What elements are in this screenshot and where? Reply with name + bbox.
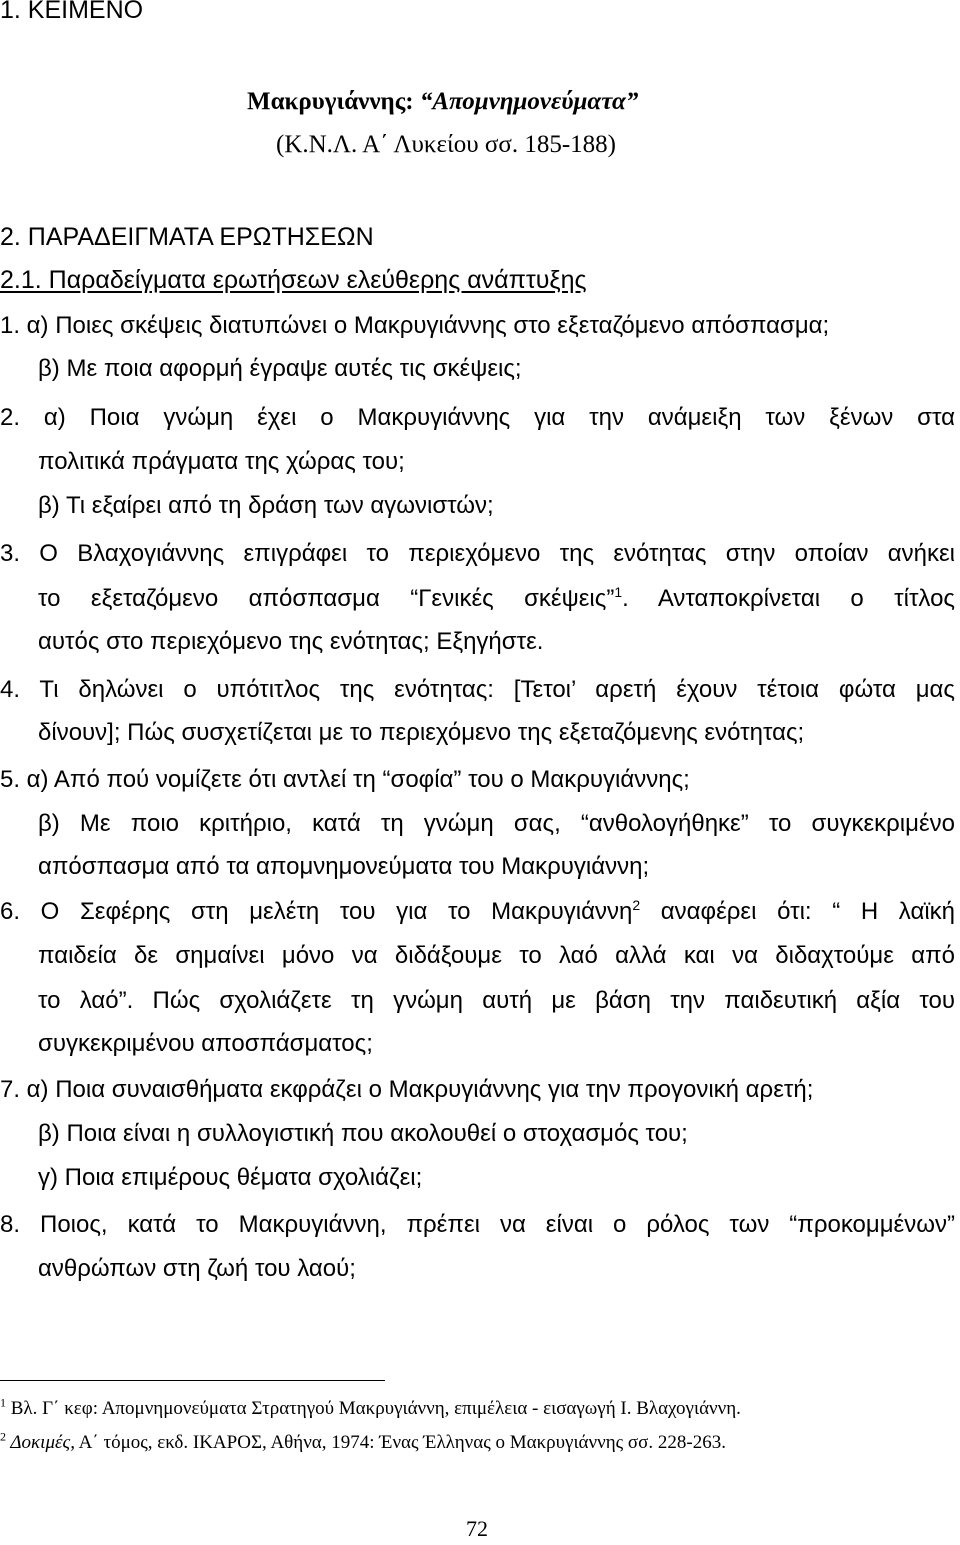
question-3-line-2 xyxy=(38,585,955,613)
footnote-2-text: Α΄ τόμος, εκδ. ΙΚΑΡΟΣ, Αθήνα, 1974: Ένας Έλληνας ο Μακρυγιάννης σσ. 228-263. xyxy=(74,1432,726,1453)
title-author: Μακρυγιάννης: xyxy=(247,88,420,115)
question-3-line-1: 3. Ο Βλαχογιάννης επιγράφει το περιεχόμενο της ενότητας στην οποίαν ανήκει xyxy=(0,540,955,567)
footnote-1-text: Βλ. Γ΄ κεφ: Απομνημονεύματα Στρατηγού Μακρυγιάννη, επιμέλεια - εισαγωγή Ι. Βλαχογιάννη. xyxy=(6,1398,741,1419)
question-6-line-4: συγκεκριμένου αποσπάσματος; xyxy=(38,1030,373,1057)
question-1-a: 1. α) Ποιες σκέψεις διατυπώνει ο Μακρυγιάννης στο εξεταζόμενο απόσπασμα; xyxy=(0,312,830,339)
questions-heading: 2. ΠΑΡΑΔΕΙΓΜΑΤΑ ΕΡΩΤΗΣΕΩΝ xyxy=(0,223,374,251)
q3-text-a: το εξεταζόμενο απόσπασμα “Γενικές σκέψεις” xyxy=(38,585,615,612)
question-5-a: 5. α) Από πού νομίζετε ότι αντλεί τη “σοφία” του ο Μακρυγιάννης; xyxy=(0,766,690,793)
question-6-line-1 xyxy=(0,898,955,926)
question-4-line-2: δίνουν]; Πώς συσχετίζεται με το περιεχόμενο της εξεταζόμενης ενότητας; xyxy=(38,719,805,746)
question-2-b: β) Τι εξαίρει από τη δράση των αγωνιστών; xyxy=(38,492,494,519)
question-3-line-3: αυτός στο περιεχόμενο της ενότητας; Εξηγήστε. xyxy=(38,628,544,655)
footnote-divider xyxy=(0,1380,385,1381)
question-2-line-1: 2. α) Ποια γνώμη έχει ο Μακρυγιάννης για την ανάμειξη των ξένων στα xyxy=(0,404,955,431)
question-8-line-2: ανθρώπων στη ζωή του λαού; xyxy=(38,1255,356,1282)
question-1-b: β) Με ποια αφορμή έγραψε αυτές τις σκέψεις; xyxy=(38,355,522,382)
question-7-c: γ) Ποια επιμέρους θέματα σχολιάζει; xyxy=(38,1164,423,1191)
title-source: (Κ.Ν.Λ. Α΄ Λυκείου σσ. 185-188) xyxy=(276,131,616,158)
footnote-2-italic: Δοκιμές, xyxy=(6,1432,75,1453)
questions-subheading: 2.1. Παραδείγματα ερωτήσεων ελεύθερης ανάπτυξης xyxy=(0,266,587,294)
document-title xyxy=(247,88,638,116)
question-6-line-2: παιδεία δε σημαίνει μόνο να διδάξουμε το λαό αλλά και να διδαχτούμε από xyxy=(38,942,955,969)
footnote-1 xyxy=(0,1395,741,1420)
title-work: “Απομνημονεύματα” xyxy=(419,88,639,115)
q3-text-b: . Ανταποκρίνεται ο τίτλος xyxy=(622,585,955,612)
footnote-2 xyxy=(0,1429,726,1454)
footnote-ref-2: 2 xyxy=(632,897,641,913)
page-number: 72 xyxy=(466,1516,488,1541)
question-8-line-1: 8. Ποιος, κατά το Μακρυγιάννη, πρέπει να είναι ο ρόλος των “προκομμένων” xyxy=(0,1211,955,1238)
q6-text-a: 6. Ο Σεφέρης στη μελέτη του για το Μακρυγιάννη xyxy=(0,898,633,925)
question-5-c: απόσπασμα από τα απομνημονεύματα του Μακρυγιάννη; xyxy=(38,853,650,880)
section-heading: 1. ΚΕΙΜΕΝΟ xyxy=(0,0,144,24)
question-4-line-1: 4. Τι δηλώνει ο υπότιτλος της ενότητας: [Τετοι’ αρετή έχουν τέτοια φώτα μας xyxy=(0,676,955,703)
question-6-line-3: το λαό”. Πώς σχολιάζετε τη γνώμη αυτή με βάση την παιδευτική αξία του xyxy=(38,987,955,1014)
question-7-b: β) Ποια είναι η συλλογιστική που ακολουθεί ο στοχασμός του; xyxy=(38,1120,688,1147)
footnote-2-number: 2 xyxy=(0,1429,6,1444)
question-5-b: β) Με ποιο κριτήριο, κατά τη γνώμη σας, “ανθολογήθηκε” το συγκεκριμένο xyxy=(38,810,955,837)
q6-text-b: αναφέρει ότι: “ Η λαϊκή xyxy=(640,898,955,925)
question-7-a: 7. α) Ποια συναισθήματα εκφράζει ο Μακρυγιάννης για την προγονική αρετή; xyxy=(0,1076,814,1103)
footnote-ref-1: 1 xyxy=(614,584,623,600)
question-2-line-2: πολιτικά πράγματα της χώρας του; xyxy=(38,448,405,475)
footnote-1-number: 1 xyxy=(0,1395,6,1410)
